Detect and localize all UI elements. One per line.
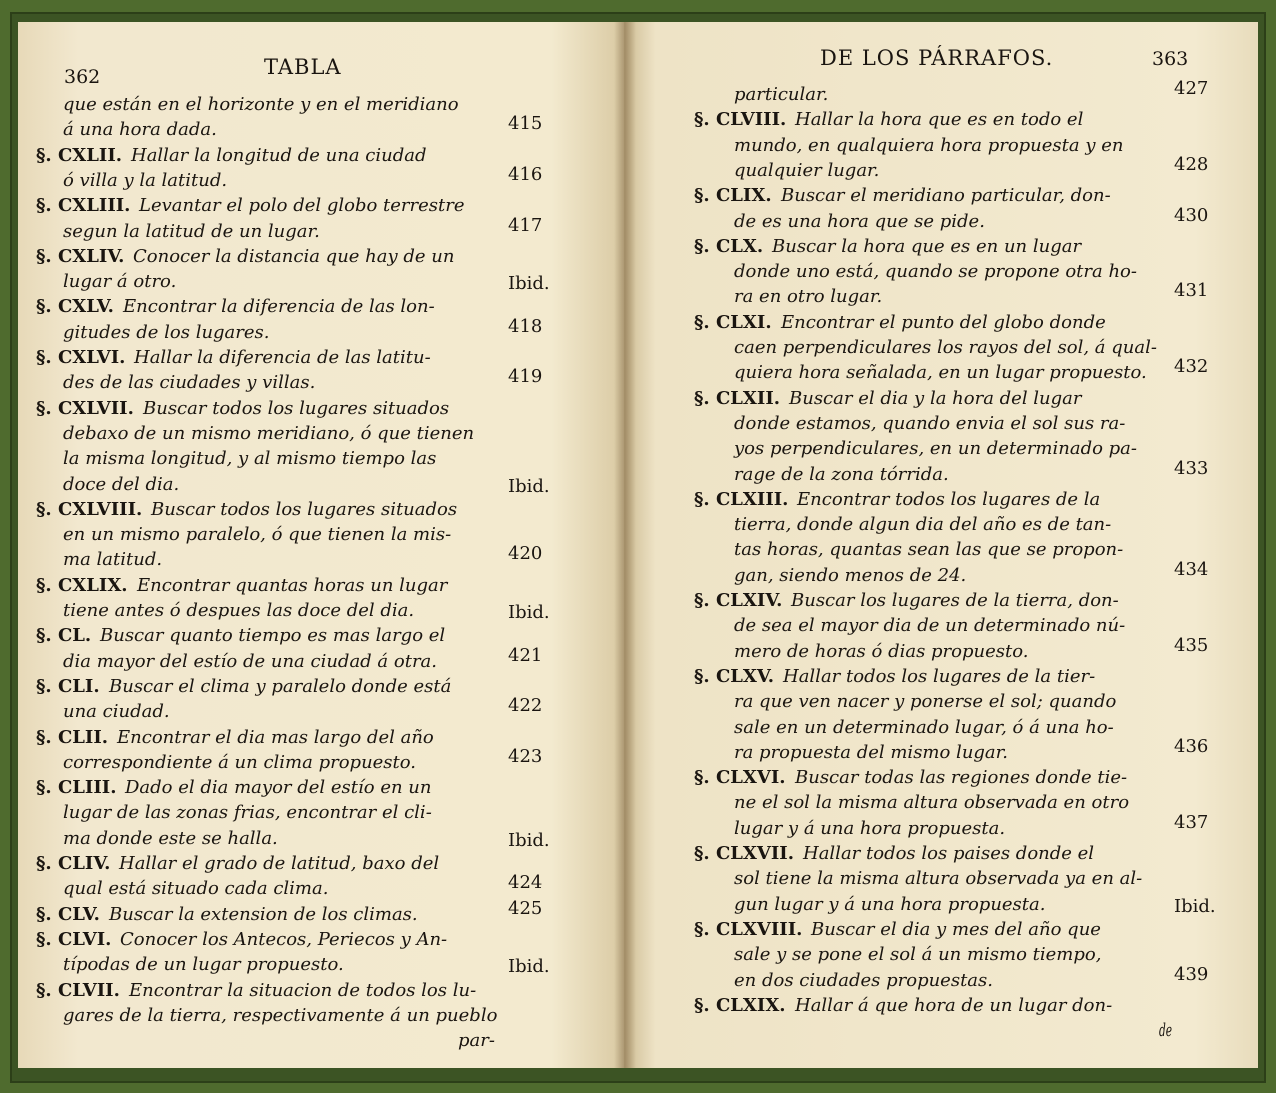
page-reference: Ibid. <box>508 273 550 295</box>
entry-text: sol tiene la misma altura observada ya en al- <box>734 868 1143 890</box>
entry-text: gan, siendo menos de 24. <box>734 564 967 586</box>
entry-text: Buscar todos los lugares situados <box>151 498 458 520</box>
entry-text: gun lugar y á una hora propuesta. <box>734 893 1046 915</box>
toc-line <box>18 897 624 929</box>
entry-text: Buscar el meridiano particular, don- <box>781 185 1111 207</box>
toc-line <box>18 802 624 827</box>
entry-text: tiene antes ó despues las doce del dia. <box>63 600 415 621</box>
page-reference: 423 <box>508 745 543 767</box>
toc-line <box>18 600 624 625</box>
entry-text: ma latitud. <box>63 549 163 571</box>
entry-text: Hallar el grado de latitud, baxo del <box>119 853 440 874</box>
page-reference: 435 <box>1174 634 1209 656</box>
toc-line <box>624 356 1258 387</box>
page-reference: 433 <box>1174 457 1209 479</box>
right-page-number: 363 <box>1152 48 1189 70</box>
entry-text: Hallar á que hora de un lugar don- <box>795 994 1113 1016</box>
page-reference: 434 <box>1174 558 1209 580</box>
entry-text: correspondiente á un clima propuesto. <box>63 751 417 773</box>
section-number: §. CXLIII. <box>36 195 131 217</box>
entry-text: debaxo de un mismo meridiano, ó que tienen <box>63 422 475 444</box>
page-reference: 417 <box>508 214 543 236</box>
entry-text: Buscar los lugares de la tierra, don- <box>791 590 1119 611</box>
page-reference: 439 <box>1174 963 1209 985</box>
toc-line <box>624 843 1258 868</box>
section-number: §. CXLVII. <box>36 397 134 419</box>
toc-line <box>18 398 624 423</box>
toc-line <box>624 666 1258 691</box>
entry-text: gares de la tierra, respectivamente á un pueblo <box>63 1004 498 1026</box>
entry-text: ó villa y la latitud. <box>63 169 228 191</box>
entry-text: Buscar el dia y mes del año que <box>811 918 1101 940</box>
toc-line <box>18 543 624 574</box>
section-number: §. CXLVIII. <box>36 498 143 520</box>
entry-text: donde uno está, quando se propone otra ho- <box>734 261 1137 283</box>
toc-line <box>624 811 1258 843</box>
toc-line <box>624 919 1258 944</box>
entry-text: tas horas, quantas sean las que se propon- <box>734 539 1124 561</box>
entry-text: Hallar la hora que es en todo el <box>795 109 1084 131</box>
section-number: §. CXLII. <box>36 144 123 166</box>
entry-text: la misma longitud, y al mismo tiempo las <box>63 448 437 470</box>
toc-line <box>18 695 624 726</box>
toc-line <box>18 929 624 954</box>
toc-line <box>624 413 1258 438</box>
page-reference: 421 <box>508 644 543 666</box>
entry-text: mundo, en qualquiera hora propuesta y en <box>734 134 1124 156</box>
section-number: §. CLXV. <box>694 665 774 687</box>
entry-text: Encontrar todos los lugares de la <box>797 488 1101 510</box>
toc-line <box>624 1020 1258 1045</box>
section-number: §. CLXII. <box>694 387 781 409</box>
toc-line <box>624 995 1258 1020</box>
entry-text: rage de la zona tórrida. <box>734 463 949 485</box>
toc-line <box>18 214 624 246</box>
toc-line <box>624 185 1258 210</box>
entry-text: una ciudad. <box>63 701 170 723</box>
toc-line <box>18 575 624 600</box>
toc-line <box>624 236 1258 261</box>
entry-text: segun la latitud de un lugar. <box>63 220 320 242</box>
section-number: §. CLVI. <box>36 928 112 950</box>
entry-text: Encontrar quantas horas un lugar <box>137 574 448 596</box>
toc-line <box>624 634 1258 666</box>
page-reference: 427 <box>1174 78 1209 99</box>
section-number: §. CLV. <box>36 903 100 925</box>
section-number: §. CLXVI. <box>694 767 786 789</box>
toc-line <box>624 590 1258 615</box>
right-running-head: DE LOS PÁRRAFOS. <box>820 46 1054 70</box>
entry-text: mero de horas ó dias propuesto. <box>734 640 1029 662</box>
section-number: §. CLX. <box>694 235 764 257</box>
page-reference: 422 <box>508 695 543 717</box>
entry-text: Conocer la distancia que hay de un <box>133 245 455 267</box>
toc-line <box>624 438 1258 463</box>
page-reference: 437 <box>1174 811 1209 833</box>
right-page <box>624 22 1258 1068</box>
toc-line <box>624 204 1258 236</box>
page-reference: Ibid. <box>508 956 550 978</box>
section-number: §. CLXIII. <box>694 488 789 510</box>
entry-text: ra que ven nacer y ponerse el sol; quando <box>734 691 1117 713</box>
page-reference: 420 <box>508 543 543 565</box>
entry-text: yos perpendiculares, en un determinado pa- <box>734 438 1137 460</box>
left-running-head: TABLA <box>264 55 342 79</box>
entry-text: particular. <box>734 84 829 105</box>
entry-text: Conocer los Antecos, Periecos y An- <box>120 928 448 950</box>
toc-line <box>624 337 1258 362</box>
toc-line <box>624 615 1258 640</box>
toc-line <box>624 514 1258 539</box>
toc-line <box>18 1030 624 1055</box>
toc-line <box>18 271 624 296</box>
section-number: §. CXLIV. <box>36 245 125 267</box>
section-number: §. CLIII. <box>36 777 117 799</box>
page-reference: 430 <box>1174 204 1209 226</box>
page-reference: 428 <box>1174 153 1209 175</box>
toc-line <box>18 113 624 144</box>
toc-line <box>624 312 1258 337</box>
entry-text: Encontrar el punto del globo donde <box>781 311 1106 333</box>
section-number: §. CLVIII. <box>694 109 787 131</box>
entry-text: Hallar la longitud de una ciudad <box>131 144 427 166</box>
toc-line <box>624 153 1258 185</box>
toc-line <box>624 280 1258 311</box>
page-reference: 436 <box>1174 735 1209 757</box>
entry-text: caen perpendiculares los rayos del sol, á qual- <box>734 337 1157 358</box>
left-page <box>18 22 624 1068</box>
page-reference: 418 <box>508 315 543 337</box>
toc-line <box>624 135 1258 160</box>
page-reference: Ibid. <box>508 829 550 851</box>
toc-line <box>624 792 1258 817</box>
entry-text: Encontrar el dia mas largo del año <box>117 726 434 748</box>
section-number: §. CLXVIII. <box>694 918 803 940</box>
entry-text: Encontrar la situacion de todos los lu- <box>129 979 477 1001</box>
page-reference: Ibid. <box>508 475 550 497</box>
section-number: §. CXLVI. <box>36 347 126 368</box>
entry-text: de <box>1159 1020 1173 1042</box>
toc-line <box>624 735 1258 767</box>
toc-line <box>18 163 624 195</box>
entry-text: Encontrar la diferencia de las lon- <box>123 296 435 318</box>
entry-text: Buscar todas las regiones donde tie- <box>795 767 1128 789</box>
entry-text: que están en el horizonte y en el meridiano <box>63 94 459 115</box>
entry-text: Levantar el polo del globo terrestre <box>139 195 465 217</box>
section-number: §. CXLV. <box>36 296 114 318</box>
page-reference: Ibid. <box>1174 895 1216 917</box>
page-reference: 416 <box>508 163 543 185</box>
entry-text: lugar y á una hora propuesta. <box>734 817 1006 839</box>
entry-text: Hallar todos los lugares de la tier- <box>783 665 1096 687</box>
entry-text: Buscar la extension de los climas. <box>109 903 418 925</box>
page-reference: 431 <box>1174 280 1209 302</box>
toc-line <box>624 868 1258 893</box>
entry-text: ne el sol la misma altura observada en otro <box>734 792 1130 814</box>
entry-text: gitudes de los lugares. <box>63 321 270 343</box>
left-page-number: 362 <box>64 66 101 88</box>
toc-line <box>18 745 624 777</box>
page-reference: 415 <box>508 113 543 135</box>
section-number: §. CLII. <box>36 726 109 748</box>
toc-line <box>18 499 624 524</box>
book-gutter <box>614 22 636 1068</box>
entry-text: de es una hora que se pide. <box>734 210 985 232</box>
toc-line <box>624 894 1258 919</box>
toc-line <box>624 717 1258 742</box>
toc-line <box>18 954 624 979</box>
entry-text: ra en otro lugar. <box>734 286 883 308</box>
toc-line <box>18 315 624 347</box>
toc-line <box>18 474 624 499</box>
toc-line <box>18 448 624 473</box>
entry-text: Hallar la diferencia de las latitu- <box>134 347 431 368</box>
page-reference: 419 <box>508 366 543 388</box>
toc-line <box>624 558 1258 590</box>
toc-line <box>624 767 1258 792</box>
section-number: §. CLXVII. <box>694 843 794 864</box>
section-number: §. CLIX. <box>694 185 772 207</box>
entry-text: Buscar el clima y paralelo donde está <box>109 675 452 697</box>
page-reference: Ibid. <box>508 602 550 623</box>
entry-text: par- <box>458 1030 495 1052</box>
page-reference: 425 <box>508 897 543 919</box>
page-reference: 424 <box>508 872 543 894</box>
section-number: §. CLI. <box>36 675 100 697</box>
toc-line <box>18 423 624 448</box>
toc-line <box>624 489 1258 514</box>
entry-text: ma donde este se halla. <box>63 827 278 849</box>
book-spread <box>18 22 1258 1068</box>
entry-text: en dos ciudades propuestas. <box>734 969 993 991</box>
entry-text: Buscar el dia y la hora del lugar <box>789 387 1082 409</box>
toc-line <box>18 777 624 802</box>
section-number: §. CLXIX. <box>694 994 786 1016</box>
toc-line <box>624 963 1258 995</box>
entry-text: Hallar todos los paises donde el <box>803 843 1095 864</box>
entry-text: donde estamos, quando envia el sol sus ra- <box>734 412 1126 434</box>
section-number: §. CLVII. <box>36 979 120 1001</box>
section-number: §. CLXI. <box>694 311 772 333</box>
section-number: §. CLIV. <box>36 853 111 874</box>
toc-line <box>624 457 1258 489</box>
entry-text: lugar de las zonas frias, encontrar el cli- <box>63 802 432 824</box>
entry-text: Dado el dia mayor del estío en un <box>125 777 432 799</box>
toc-line <box>18 828 624 853</box>
entry-text: doce del dia. <box>63 473 180 495</box>
entry-text: tierra, donde algun dia del año es de tan- <box>734 514 1112 536</box>
toc-line <box>624 388 1258 413</box>
toc-line <box>18 366 624 397</box>
entry-text: típodas de un lugar propuesto. <box>63 954 344 976</box>
entry-text: ra propuesta del mismo lugar. <box>734 741 1009 763</box>
page-reference: 432 <box>1174 356 1209 378</box>
section-number: §. CLXIV. <box>694 590 783 611</box>
toc-line <box>624 539 1258 564</box>
entry-text: Buscar quanto tiempo es mas largo el <box>100 625 446 647</box>
entry-text: en un mismo paralelo, ó que tienen la mis- <box>63 524 452 546</box>
entry-text: dia mayor del estío de una ciudad á otra. <box>63 650 438 672</box>
toc-line <box>624 109 1258 134</box>
entry-text: á una hora dada. <box>63 119 217 141</box>
entry-text: qualquier lugar. <box>734 159 880 181</box>
toc-line <box>18 1005 624 1030</box>
toc-line <box>624 78 1258 109</box>
entry-text: Buscar la hora que es en un lugar <box>772 235 1082 257</box>
entry-text: Buscar todos los lugares situados <box>143 397 450 419</box>
section-number: §. CL. <box>36 625 92 647</box>
toc-line <box>624 944 1258 969</box>
toc-line <box>624 261 1258 286</box>
toc-line <box>18 980 624 1005</box>
entry-text: quiera hora señalada, en un lugar propuesto. <box>734 362 1147 384</box>
toc-line <box>18 644 624 676</box>
entry-text: qual está situado cada clima. <box>63 878 329 900</box>
entry-text: sale y se pone el sol á un mismo tiempo, <box>734 944 1102 966</box>
entry-text: de sea el mayor dia de un determinado nú- <box>734 615 1126 637</box>
entry-text: des de las ciudades y villas. <box>63 372 316 394</box>
section-number: §. CXLIX. <box>36 574 128 596</box>
entry-text: lugar á otro. <box>63 271 177 293</box>
entry-text: sale en un determinado lugar, ó á una ho- <box>734 716 1114 738</box>
toc-line <box>18 246 624 271</box>
toc-line <box>624 691 1258 716</box>
